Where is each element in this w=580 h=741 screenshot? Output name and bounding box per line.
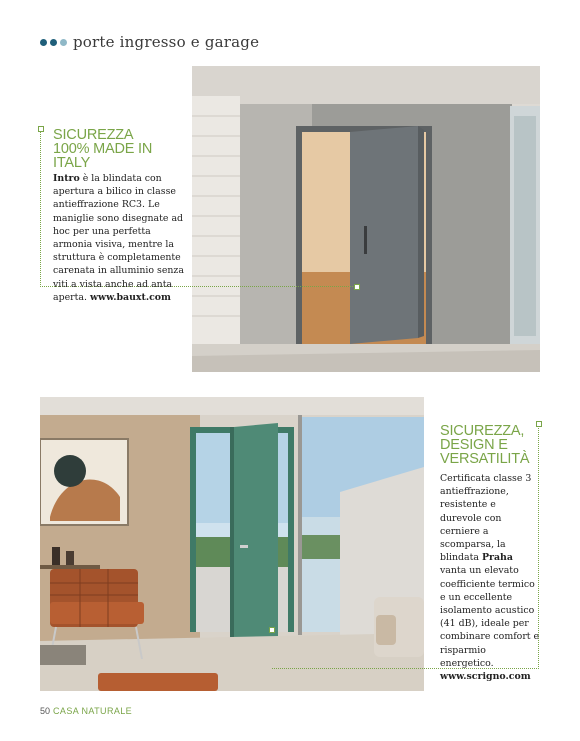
dot-icon — [40, 39, 47, 46]
website-link[interactable]: www.bauxt.com — [89, 291, 171, 303]
product-name: Praha — [481, 552, 513, 564]
section-title: porte ingresso e garage — [73, 33, 260, 51]
article-intro — [53, 128, 185, 304]
article-heading: SICUREZZA, DESIGN E VERSATILITÀ — [440, 423, 530, 467]
section-dots — [40, 39, 67, 46]
magazine-name: CASA NATURALE — [53, 706, 133, 716]
section-header — [40, 33, 259, 51]
article-body: Intro è la blindata con apertura a bilico in classe antieffrazione RC3. Le maniglie sono disegnate ad hoc per una perfetta armonia visiva, mentre la struttura è completamente carenata in alluminio senza viti a vista anche ad anta aperta. www.bauxt.com — [53, 173, 184, 303]
square-marker-icon — [269, 627, 275, 633]
dot-icon — [50, 39, 57, 46]
article-praha — [440, 424, 540, 683]
square-marker-icon — [38, 126, 44, 132]
product-name: Intro — [53, 173, 80, 184]
page-number: 50 — [40, 706, 51, 716]
article-heading: SICUREZZA 100% MADE IN ITALY — [53, 127, 153, 171]
article-link-line — [440, 670, 540, 683]
website-link[interactable]: www.scrigno.com — [440, 671, 531, 683]
article-body: Certificata classe 3 antieffrazione, resistente e durevole con cerniere a scomparsa, la blindata Praha vanta un elevato coefficiente termico e un eccellente isolamento acustico (41 dB), ideale per combinare comfort e risparmio energetico. — [440, 473, 540, 669]
page-footer — [40, 706, 132, 716]
square-marker-icon — [354, 284, 360, 290]
dot-icon — [60, 39, 67, 46]
